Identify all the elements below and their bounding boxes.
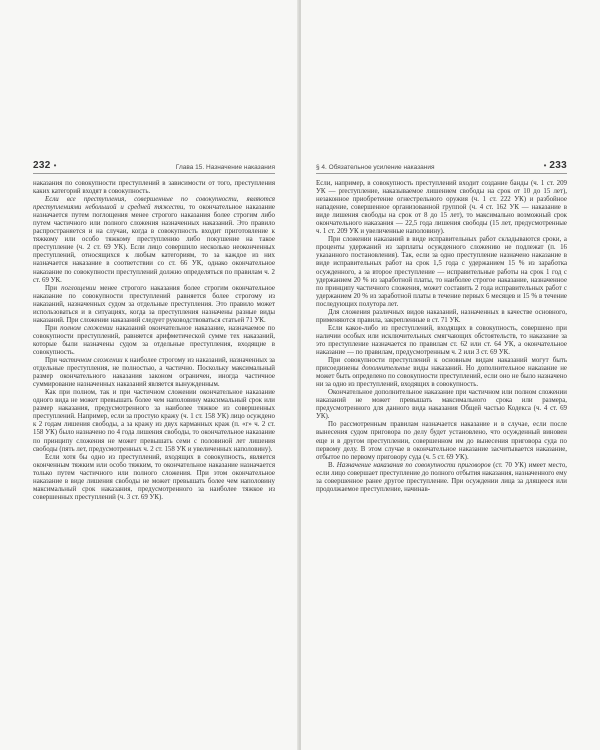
paragraph-text: то окончательное наказание назначается путем поглощения менее строгого наказания более строгим либо путем частичного или полного сложения назначенных наказаний. Это правило распространяется и на случаи, когда в совокупность входит приготовление к тяжкому или особо тяжкому преступлению либо покушение на такое преступление (ч. 2 ст. 69 УК). Если лицо совершило несколько неоконченных преступлений, относящихся к любым категориям, то за каждое из них назначается наказание в соответствии со ст. 66 УК, однако окончательное наказание по совокупности преступлений должно определяться по правилам ч. 2 ст. 69 УК. [33, 204, 275, 284]
paragraph-text: В. [328, 461, 337, 469]
paragraph [316, 309, 567, 325]
paragraph [316, 236, 567, 308]
emphasized-text: поглощении [61, 284, 96, 292]
left-page-header [33, 160, 275, 174]
paragraph-text: При [45, 284, 62, 292]
emphasized-text: дополнительные [361, 365, 411, 373]
paragraph-text: При [45, 357, 60, 365]
left-running-title: Глава 15. Назначение наказания [175, 164, 275, 171]
paragraph [316, 357, 567, 389]
paragraph-text: По рассмотренным правилам назначается наказание и в случае, если после вынесения судом приговора по делу будет установлено, что осужденный виновен еще и в другом преступлении, совершенном им до вынесения приговора суда по первому делу. В этом случае в окончательное наказание засчитывается наказание, отбытое по первому приговору суда (ч. 5 ст. 69 УК). [316, 421, 567, 461]
paragraph-text: виды наказаний. Но дополнительное наказание не может быть определено по совокупности преступлений, если оно не было назначено ни за одно из преступлений, входящих в совокупность. [316, 365, 567, 389]
right-page-header [316, 160, 567, 174]
paragraph [316, 325, 567, 357]
paragraph-text: Если какое-либо из преступлений, входящих в совокупность, совершено при наличии особых или исключительных смягчающих обстоятельств, то наказание за это преступление назначается по правилам ст. 62 или ст. 64 УК, а окончательное наказание — по правилам, предусмотренным ч. 2 или 3 ст. 69 УК. [316, 324, 567, 356]
paragraph [33, 180, 275, 196]
right-page-text [316, 180, 567, 494]
paragraph-text: наказания по совокупности преступлений в зависимости от того, преступления каких категорий входят в совокупность. [33, 180, 275, 196]
right-page [301, 0, 600, 750]
paragraph-text: (ст. 70 УК) имеет место, если лицо совершает преступление до полного отбытия наказания, назначенного ему за совершенное ранее другое преступление. При осуждении лица за длящееся или продолжаемое преступление, начинав- [316, 461, 568, 493]
header-bullet-icon: • [53, 161, 57, 170]
paragraph [33, 454, 275, 502]
paragraph-text: При совокупности преступлений к основным видам наказаний могут быть присоединены [316, 357, 567, 373]
paragraph-text: Если, например, в совокупность преступлений входит создание банды (ч. 1 ст. 209 УК — preступление, наказываемое лишением свободы на срок от 10 до 15 лет), незаконное приобретение огнестрельного оружия (ч. 1 ст. 222 УК) и разбойное нападение, совершенное организованной группой (ч. 4 ст. 162 УК — наказание в виде лишения свободы на срок от 8 до 15 лет), то максимально возможный срок окончательного наказания — 22,5 года лишения свободы (15 лет, предусмотренные ч. 1 ст. 209 УК и увеличенные наполовину). [316, 180, 567, 236]
paragraph [33, 196, 275, 285]
paragraph-text: к наиболее строгому из наказаний, назначенных за отдельные преступления, не полностью, а частично. Поскольку максимальный размер окончательного наказания законом ограничен, иногда частичное суммирование назначенных наказаний является вынужденным. [33, 357, 275, 389]
paragraph-text: Для сложения различных видов наказаний, назначенных в качестве основного, применяются правила, закрепленные в ст. 71 УК. [316, 308, 567, 324]
right-page-number-group [541, 160, 567, 171]
paragraph-text: Окончательное дополнительное наказание при частичном или полном сложении наказаний не может превышать максимального срока или размера, предусмотренного для данного вида наказания Общей частью Кодекса (ч. 4 ст. 69 УК). [316, 389, 567, 421]
right-running-title: § 4. Обязательное усиление наказания [316, 164, 435, 171]
paragraph [33, 389, 275, 453]
paragraph [316, 462, 567, 494]
paragraph-text: Если хотя бы одно из преступлений, входящих в совокупность, является оконченным тяжким или особо тяжким, то окончательное наказание назначается только путем частичного или полного сложения. При этом окончательное наказание в виде лишения свободы не может превышать более чем наполовину максимальный срок наказания, предусмотренного за наиболее тяжкое из совершенных преступлений (ч. 3 ст. 69 УК). [33, 453, 275, 501]
paragraph [33, 357, 275, 389]
paragraph [316, 180, 567, 236]
paragraph-text: При [45, 324, 61, 332]
left-page-number-group [33, 160, 59, 171]
paragraph-text: наказаний окончательное наказание, назначаемое по совокупности преступлений, равняется арифметической сумме тех наказаний, которые были назначены судом за отдельные преступления, входящие в совокупность. [33, 324, 275, 356]
paragraph [33, 285, 275, 325]
paragraph [33, 325, 275, 357]
left-page [0, 0, 299, 750]
left-page-number: 232 [33, 160, 51, 171]
paragraph-text: менее строгого наказания более строгим окончательное наказание по совокупности преступлений равняется более строгому из наказаний, назначенных судом за отдельные преступления. Это правило может использоваться и в ситуациях, когда за преступления назначены разные виды наказаний. При сложении наказаний следует руководствоваться статьей 71 УК. [33, 284, 275, 324]
emphasized-text: Назначение наказания по совокупности приговоров [336, 461, 491, 469]
right-page-number: 233 [549, 160, 567, 171]
left-page-text [33, 180, 275, 502]
header-bullet-icon: • [543, 161, 547, 170]
paragraph-text: При сложении наказаний в виде исправительных работ складываются сроки, а проценты удержаний из зарплаты осужденного сложению не подлежат (п. 16 указанного постановления). Так, если за одно преступление назначено наказание в виде исправительных работ на срок 1,5 года с удержанием 15 % из заработка осужденного, а за второе преступление — исправительные работы на срок 1 год с удержанием 20 % из заработной платы, то наиболее строгое наказание, назначенное по принципу частичного сложения, может составить 2 года исправительных работ с удержанием 20 % из заработной платы в течение первых 6 месяцев и 15 % в течение последующих полутора лет. [316, 236, 567, 308]
paragraph [316, 389, 567, 421]
emphasized-text: полном сложении [60, 324, 113, 332]
emphasized-text: частичном сложении [59, 357, 123, 365]
emphasized-text: Если все преступления, совершенные по совокупности, являются преступлениями небольшой и средней тяжести, [33, 196, 275, 212]
paragraph-text: Как при полном, так и при частичном сложении окончательное наказание одного вида не может превышать более чем наполовину максимальный срок или размер наказания, предусмотренного за наиболее тяжкое из совершенных преступлений. Например, если за простую кражу (ч. 1 ст. 158 УК) лицо осуждено к 2 годам лишения свободы, а за кражу из двух карманных краж (п. «г» ч. 2 ст. 158 УК) было назначено по 4 года лишения свободы, то окончательное наказание по принципу сложения не может превышать семи с половиной лет лишения свободы (пять лет, предусмотренных ч. 2 ст. 158 УК и увеличенных наполовину). [33, 389, 275, 453]
paragraph [316, 421, 567, 461]
